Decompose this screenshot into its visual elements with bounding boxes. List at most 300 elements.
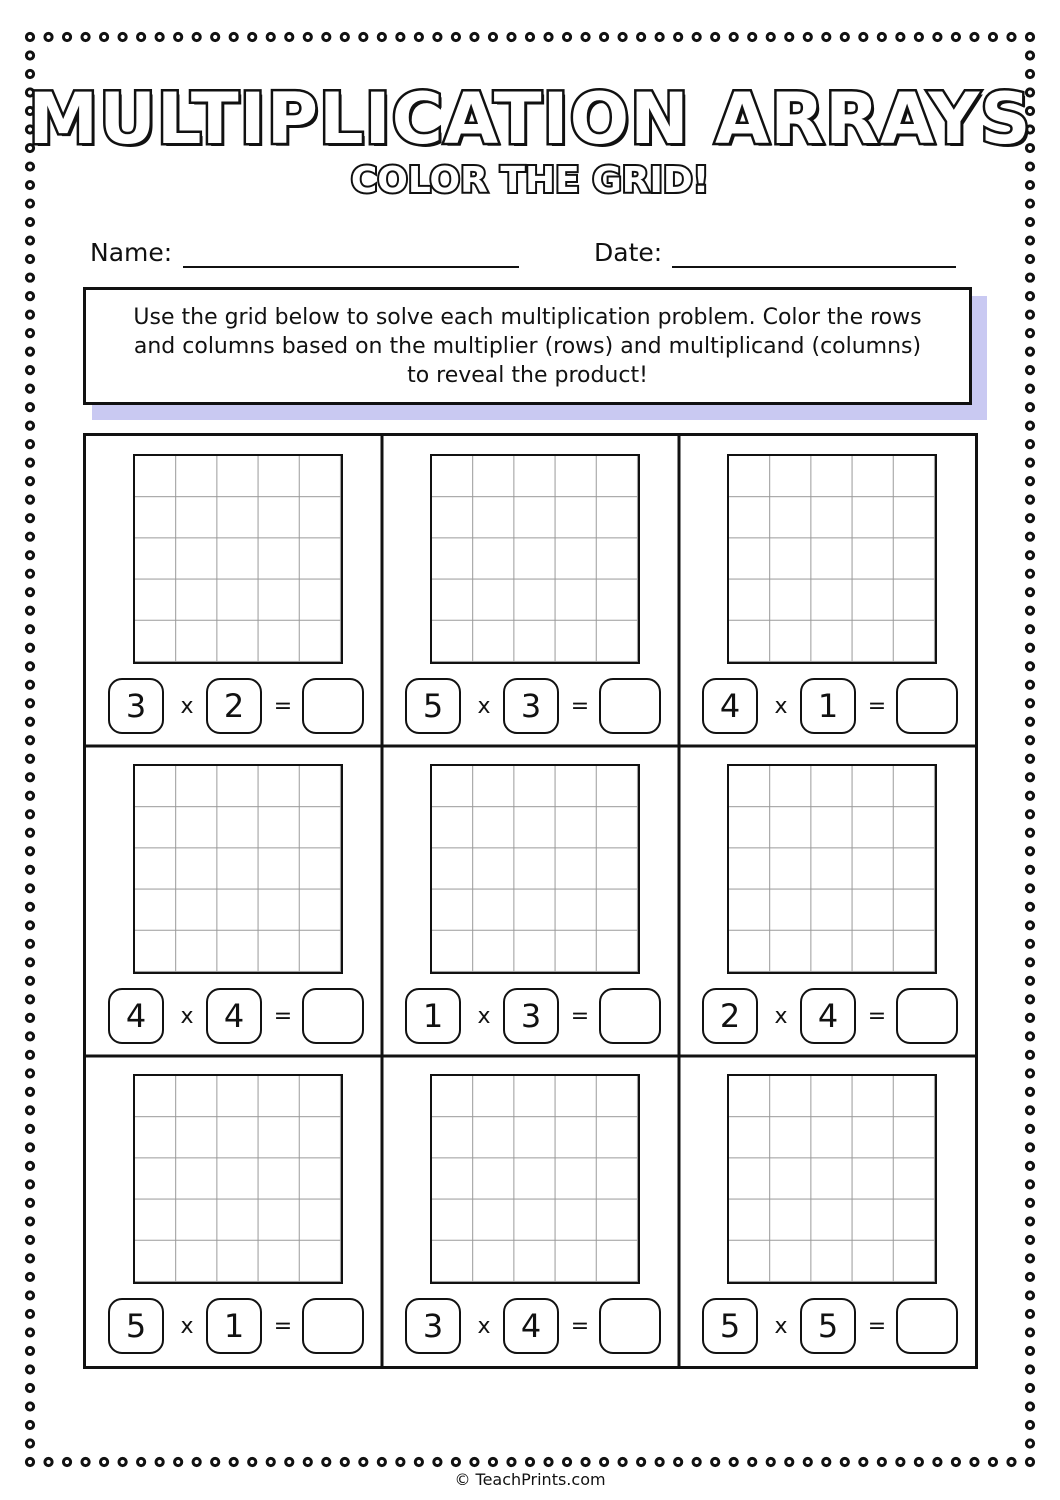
- border-dot: [26, 459, 33, 466]
- border-dot: [1026, 311, 1033, 318]
- equation: [702, 678, 962, 734]
- border-dot: [26, 496, 33, 503]
- border-dot: [26, 811, 33, 818]
- border-dot: [360, 33, 367, 40]
- problem-cell: [86, 1056, 383, 1366]
- border-dot: [823, 1458, 830, 1465]
- border-dot: [675, 33, 682, 40]
- border-dot: [526, 1458, 533, 1465]
- array-grid[interactable]: [430, 454, 640, 664]
- border-dot: [26, 626, 33, 633]
- page-subtitle: COLOR THE GRID!: [350, 160, 710, 201]
- answer-box[interactable]: [599, 1298, 661, 1354]
- array-grid[interactable]: [727, 1074, 937, 1284]
- problem-cell: [680, 746, 977, 1056]
- problem-cell: [383, 436, 680, 746]
- border-dot: [1026, 218, 1033, 225]
- border-dot: [26, 478, 33, 485]
- equation: [108, 988, 368, 1044]
- problem-cell: [680, 436, 977, 746]
- border-dot: [26, 848, 33, 855]
- border-dot: [1026, 607, 1033, 614]
- times-sign: x: [477, 693, 491, 719]
- border-dot: [989, 33, 996, 40]
- border-dot: [452, 1458, 459, 1465]
- border-dot: [26, 1292, 33, 1299]
- border-dot: [545, 1458, 552, 1465]
- border-dot: [619, 1458, 626, 1465]
- border-dot: [1026, 385, 1033, 392]
- border-dot: [26, 718, 33, 725]
- border-dot: [804, 33, 811, 40]
- border-dot: [138, 1458, 145, 1465]
- copyright-footer: © TeachPrints.com: [454, 1470, 606, 1489]
- times-sign: x: [774, 1313, 788, 1339]
- border-dot: [1026, 848, 1033, 855]
- border-dot: [249, 1458, 256, 1465]
- answer-box[interactable]: [896, 1298, 958, 1354]
- border-dot: [675, 1458, 682, 1465]
- border-dot: [26, 829, 33, 836]
- problem-cell: [680, 1056, 977, 1366]
- border-dot: [1026, 663, 1033, 670]
- border-dot: [1026, 700, 1033, 707]
- border-dot: [26, 533, 33, 540]
- border-dot: [563, 33, 570, 40]
- border-dot: [1026, 422, 1033, 429]
- border-dot: [1008, 1458, 1015, 1465]
- border-dot: [26, 700, 33, 707]
- border-dot: [749, 1458, 756, 1465]
- array-grid[interactable]: [133, 454, 343, 664]
- border-dot: [26, 1125, 33, 1132]
- border-dot: [915, 1458, 922, 1465]
- border-dot: [26, 922, 33, 929]
- border-dot: [26, 996, 33, 1003]
- border-dot: [26, 737, 33, 744]
- border-dot: [1026, 1458, 1033, 1465]
- array-grid[interactable]: [133, 1074, 343, 1284]
- border-dot: [212, 1458, 219, 1465]
- border-dot: [1026, 774, 1033, 781]
- instructions-box: [83, 287, 972, 405]
- border-dot: [693, 33, 700, 40]
- array-grid[interactable]: [430, 764, 640, 974]
- border-dot: [26, 1255, 33, 1262]
- border-dot: [267, 33, 274, 40]
- border-dot: [915, 33, 922, 40]
- border-dot: [1026, 1051, 1033, 1058]
- border-dot: [45, 33, 52, 40]
- border-dot: [304, 1458, 311, 1465]
- border-dot: [1026, 885, 1033, 892]
- border-dot: [786, 1458, 793, 1465]
- border-dot: [971, 33, 978, 40]
- border-dot: [582, 33, 589, 40]
- border-dot: [1026, 330, 1033, 337]
- border-dot: [26, 959, 33, 966]
- border-dot: [26, 218, 33, 225]
- border-dot: [26, 1162, 33, 1169]
- border-dot: [26, 1366, 33, 1373]
- border-dot: [749, 33, 756, 40]
- multiplier-box: 4: [702, 678, 758, 734]
- border-dot: [563, 1458, 570, 1465]
- border-dot: [1026, 718, 1033, 725]
- border-dot: [767, 1458, 774, 1465]
- equation: [108, 678, 368, 734]
- answer-box[interactable]: [302, 678, 364, 734]
- border-dot: [878, 33, 885, 40]
- border-dot: [45, 1458, 52, 1465]
- border-dot: [26, 52, 33, 59]
- border-dot: [1026, 237, 1033, 244]
- border-dot: [26, 644, 33, 651]
- border-dot: [1026, 1366, 1033, 1373]
- border-dot: [730, 33, 737, 40]
- multiplier-box: 2: [702, 988, 758, 1044]
- border-dot: [1026, 1329, 1033, 1336]
- border-dot: [119, 33, 126, 40]
- border-dot: [26, 1384, 33, 1391]
- multiplier-box: 5: [702, 1298, 758, 1354]
- border-dot: [360, 1458, 367, 1465]
- equals-sign: =: [273, 693, 293, 719]
- border-dot: [26, 607, 33, 614]
- border-dot: [1026, 292, 1033, 299]
- date-field[interactable]: [672, 266, 956, 268]
- multiplier-box: 5: [108, 1298, 164, 1354]
- border-dot: [1026, 1273, 1033, 1280]
- border-dot: [897, 1458, 904, 1465]
- border-dot: [26, 1033, 33, 1040]
- border-dot: [26, 367, 33, 374]
- border-dot: [1026, 1347, 1033, 1354]
- answer-box[interactable]: [896, 988, 958, 1044]
- border-dot: [1026, 570, 1033, 577]
- border-dot: [26, 441, 33, 448]
- border-dot: [193, 33, 200, 40]
- border-dot: [1026, 478, 1033, 485]
- equation: [405, 678, 665, 734]
- border-dot: [712, 33, 719, 40]
- name-label: Name:: [90, 238, 173, 267]
- border-dot: [1026, 1236, 1033, 1243]
- border-dot: [26, 311, 33, 318]
- border-dot: [26, 1310, 33, 1317]
- border-dot: [26, 1347, 33, 1354]
- border-dot: [230, 33, 237, 40]
- border-dot: [934, 33, 941, 40]
- border-dot: [1026, 533, 1033, 540]
- array-grid[interactable]: [430, 1074, 640, 1284]
- multiplicand-box: 1: [206, 1298, 262, 1354]
- border-dot: [1026, 1421, 1033, 1428]
- border-dot: [1026, 1199, 1033, 1206]
- border-dot: [767, 33, 774, 40]
- border-dot: [1026, 1107, 1033, 1114]
- border-dot: [1026, 977, 1033, 984]
- border-dot: [26, 1458, 33, 1465]
- border-dot: [26, 1014, 33, 1021]
- border-dot: [600, 33, 607, 40]
- border-dot: [452, 33, 459, 40]
- border-dot: [212, 33, 219, 40]
- border-dot: [656, 33, 663, 40]
- border-dot: [1026, 626, 1033, 633]
- equals-sign: =: [867, 1003, 887, 1029]
- times-sign: x: [180, 1313, 194, 1339]
- border-dot: [656, 1458, 663, 1465]
- multiplicand-box: 1: [800, 678, 856, 734]
- border-dot: [1026, 1070, 1033, 1077]
- border-dot: [1026, 1125, 1033, 1132]
- border-dot: [1026, 404, 1033, 411]
- border-dot: [989, 1458, 996, 1465]
- border-dot: [378, 1458, 385, 1465]
- border-dot: [26, 274, 33, 281]
- page-title: MULTIPLICATION ARRAYS: [28, 78, 1032, 160]
- border-dot: [1026, 589, 1033, 596]
- border-dot: [1026, 1218, 1033, 1225]
- border-dot: [286, 1458, 293, 1465]
- border-dot: [1026, 1310, 1033, 1317]
- border-dot: [119, 1458, 126, 1465]
- border-dot: [1026, 552, 1033, 559]
- border-dot: [526, 33, 533, 40]
- border-dot: [267, 1458, 274, 1465]
- border-dot: [1026, 200, 1033, 207]
- border-dot: [897, 33, 904, 40]
- problem-cell: [383, 746, 680, 1056]
- border-dot: [730, 1458, 737, 1465]
- border-dot: [971, 1458, 978, 1465]
- equals-sign: =: [570, 1003, 590, 1029]
- border-dot: [1026, 1255, 1033, 1262]
- date-label: Date:: [594, 238, 663, 267]
- border-dot: [26, 404, 33, 411]
- border-dot: [1008, 33, 1015, 40]
- answer-box[interactable]: [599, 988, 661, 1044]
- border-dot: [1026, 70, 1033, 77]
- times-sign: x: [180, 1003, 194, 1029]
- border-dot: [323, 1458, 330, 1465]
- border-dot: [415, 33, 422, 40]
- border-dot: [26, 422, 33, 429]
- border-dot: [100, 33, 107, 40]
- border-dot: [82, 1458, 89, 1465]
- border-dot: [397, 1458, 404, 1465]
- border-dot: [156, 1458, 163, 1465]
- border-dot: [26, 866, 33, 873]
- border-dot: [100, 1458, 107, 1465]
- equation: [108, 1298, 368, 1354]
- border-dot: [1026, 367, 1033, 374]
- problem-grid: [83, 433, 978, 1369]
- border-dot: [1026, 441, 1033, 448]
- answer-box[interactable]: [896, 678, 958, 734]
- border-dot: [1026, 792, 1033, 799]
- equals-sign: =: [273, 1313, 293, 1339]
- border-dot: [249, 33, 256, 40]
- border-dot: [26, 1329, 33, 1336]
- border-dot: [1026, 1292, 1033, 1299]
- border-dot: [26, 385, 33, 392]
- multiplier-box: 4: [108, 988, 164, 1044]
- equals-sign: =: [570, 693, 590, 719]
- times-sign: x: [180, 693, 194, 719]
- border-dot: [508, 33, 515, 40]
- border-dot: [175, 33, 182, 40]
- border-dot: [1026, 1162, 1033, 1169]
- problem-cell: [383, 1056, 680, 1366]
- border-dot: [26, 1181, 33, 1188]
- border-dot: [434, 33, 441, 40]
- equation: [702, 1298, 962, 1354]
- border-dot: [26, 1440, 33, 1447]
- border-dot: [26, 1051, 33, 1058]
- answer-box[interactable]: [302, 1298, 364, 1354]
- times-sign: x: [774, 693, 788, 719]
- border-dot: [471, 1458, 478, 1465]
- border-dot: [1026, 1384, 1033, 1391]
- border-dot: [489, 1458, 496, 1465]
- multiplicand-box: 3: [503, 988, 559, 1044]
- border-dot: [1026, 1033, 1033, 1040]
- border-dot: [26, 663, 33, 670]
- border-dot: [63, 1458, 70, 1465]
- border-dot: [786, 33, 793, 40]
- times-sign: x: [477, 1003, 491, 1029]
- border-dot: [878, 1458, 885, 1465]
- border-dot: [26, 70, 33, 77]
- border-dot: [841, 33, 848, 40]
- answer-box[interactable]: [599, 678, 661, 734]
- border-dot: [638, 1458, 645, 1465]
- border-dot: [156, 33, 163, 40]
- border-dot: [26, 330, 33, 337]
- border-dot: [26, 1236, 33, 1243]
- border-dot: [304, 33, 311, 40]
- border-dot: [693, 1458, 700, 1465]
- border-dot: [26, 348, 33, 355]
- border-dot: [952, 1458, 959, 1465]
- equals-sign: =: [273, 1003, 293, 1029]
- border-dot: [1026, 274, 1033, 281]
- border-dot: [841, 1458, 848, 1465]
- border-dot: [1026, 1440, 1033, 1447]
- border-dot: [26, 977, 33, 984]
- border-dot: [860, 33, 867, 40]
- border-dot: [1026, 1014, 1033, 1021]
- border-dot: [26, 940, 33, 947]
- problem-cell: [86, 746, 383, 1056]
- border-dot: [378, 33, 385, 40]
- border-dot: [619, 33, 626, 40]
- array-grid[interactable]: [727, 454, 937, 664]
- border-dot: [397, 33, 404, 40]
- border-dot: [26, 570, 33, 577]
- border-dot: [1026, 829, 1033, 836]
- border-dot: [63, 33, 70, 40]
- border-dot: [1026, 1403, 1033, 1410]
- border-dot: [1026, 1181, 1033, 1188]
- border-dot: [1026, 1088, 1033, 1095]
- border-dot: [1026, 811, 1033, 818]
- border-dot: [1026, 33, 1033, 40]
- times-sign: x: [774, 1003, 788, 1029]
- border-dot: [26, 1088, 33, 1095]
- border-dot: [26, 589, 33, 596]
- array-grid[interactable]: [727, 764, 937, 974]
- border-dot: [175, 1458, 182, 1465]
- border-dot: [508, 1458, 515, 1465]
- border-dot: [26, 552, 33, 559]
- border-dot: [286, 33, 293, 40]
- multiplier-box: 3: [108, 678, 164, 734]
- border-dot: [341, 1458, 348, 1465]
- border-dot: [1026, 922, 1033, 929]
- border-dot: [26, 237, 33, 244]
- equation: [405, 988, 665, 1044]
- border-dot: [26, 755, 33, 762]
- border-dot: [26, 1199, 33, 1206]
- border-dot: [934, 1458, 941, 1465]
- border-dot: [26, 292, 33, 299]
- border-dot: [26, 1107, 33, 1114]
- border-dot: [230, 1458, 237, 1465]
- border-dot: [26, 1403, 33, 1410]
- multiplicand-box: 4: [206, 988, 262, 1044]
- border-dot: [193, 1458, 200, 1465]
- border-dot: [434, 1458, 441, 1465]
- border-dot: [1026, 496, 1033, 503]
- border-dot: [138, 33, 145, 40]
- multiplicand-box: 2: [206, 678, 262, 734]
- border-dot: [1026, 755, 1033, 762]
- multiplicand-box: 4: [503, 1298, 559, 1354]
- border-dot: [26, 1421, 33, 1428]
- border-dot: [1026, 1144, 1033, 1151]
- instructions-text: Use the grid below to solve each multiplication problem. Color the rows and columns based on the multiplier (rows) and multiplicand (columns) to reveal the product!: [133, 304, 922, 388]
- border-dot: [26, 200, 33, 207]
- border-dot: [638, 33, 645, 40]
- border-dot: [1026, 903, 1033, 910]
- border-dot: [600, 1458, 607, 1465]
- border-dot: [82, 33, 89, 40]
- border-dot: [341, 33, 348, 40]
- answer-box[interactable]: [302, 988, 364, 1044]
- border-dot: [823, 33, 830, 40]
- array-grid[interactable]: [133, 764, 343, 974]
- equals-sign: =: [867, 693, 887, 719]
- border-dot: [26, 792, 33, 799]
- border-dot: [1026, 996, 1033, 1003]
- border-dot: [1026, 940, 1033, 947]
- border-dot: [471, 33, 478, 40]
- multiplier-box: 5: [405, 678, 461, 734]
- border-dot: [1026, 255, 1033, 262]
- multiplicand-box: 5: [800, 1298, 856, 1354]
- border-dot: [582, 1458, 589, 1465]
- border-dot: [415, 1458, 422, 1465]
- name-field[interactable]: [183, 266, 519, 268]
- border-dot: [1026, 737, 1033, 744]
- border-dot: [26, 903, 33, 910]
- border-dot: [26, 885, 33, 892]
- border-dot: [1026, 866, 1033, 873]
- border-dot: [712, 1458, 719, 1465]
